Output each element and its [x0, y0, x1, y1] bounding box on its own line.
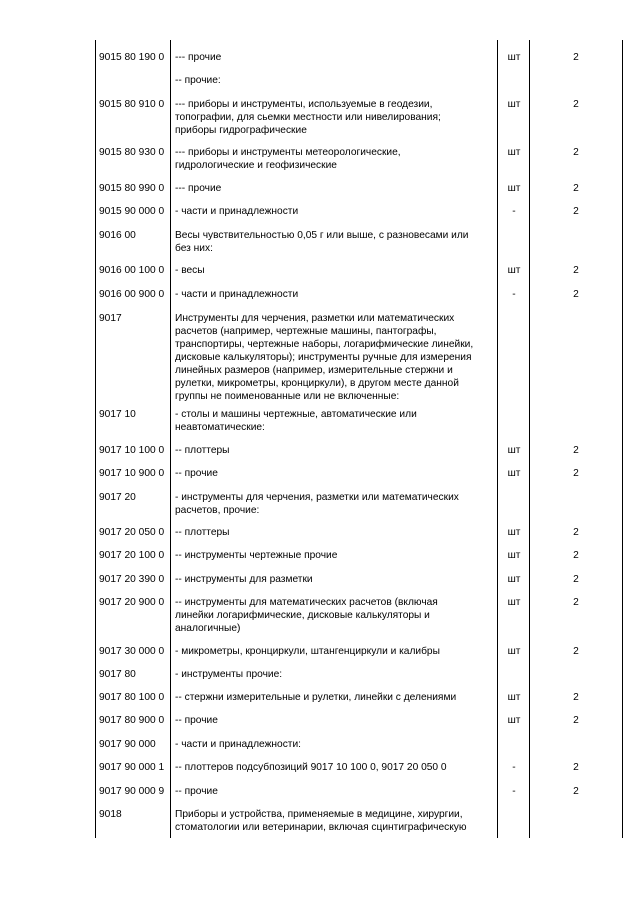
description-cell: -- прочие:	[175, 75, 221, 86]
table-border-right	[622, 40, 623, 838]
code-cell: 9015 90 000 0	[99, 206, 165, 217]
description-cell: -- стержни измерительные и рулетки, линейки с делениями	[175, 692, 457, 703]
quantity-cell: 2	[573, 574, 579, 585]
quantity-cell: 2	[573, 597, 579, 608]
unit-cell: шт	[507, 527, 521, 538]
code-cell: 9016 00 100 0	[99, 265, 165, 276]
code-cell: 9017 20	[99, 492, 136, 503]
table-border-left	[95, 40, 96, 838]
description-cell: --- приборы и инструменты метеорологические, гидрологические и геофизические	[175, 147, 401, 171]
code-cell: 9017 20 050 0	[99, 527, 165, 538]
quantity-cell: 2	[573, 52, 579, 63]
quantity-cell: 2	[573, 206, 579, 217]
code-cell: 9017	[99, 313, 122, 324]
description-cell: - столы и машины чертежные, автоматические или неавтоматические:	[175, 409, 417, 433]
unit-cell: шт	[507, 265, 521, 276]
quantity-cell: 2	[573, 550, 579, 561]
quantity-cell: 2	[573, 715, 579, 726]
description-cell: - инструменты прочие:	[175, 669, 283, 680]
code-cell: 9015 80 930 0	[99, 147, 165, 158]
quantity-cell: 2	[573, 692, 579, 703]
column-divider-description	[497, 40, 498, 838]
description-cell: -- инструменты для разметки	[175, 574, 313, 585]
quantity-cell: 2	[573, 265, 579, 276]
unit-cell: -	[512, 289, 516, 300]
code-cell: 9017 90 000	[99, 739, 156, 750]
code-cell: 9017 90 000 9	[99, 786, 165, 797]
quantity-cell: 2	[573, 646, 579, 657]
description-cell: -- плоттеры	[175, 445, 230, 456]
description-cell: - части и принадлежности	[175, 289, 299, 300]
unit-cell: шт	[507, 183, 521, 194]
code-cell: 9018	[99, 809, 122, 820]
quantity-cell: 2	[573, 445, 579, 456]
code-cell: 9017 30 000 0	[99, 646, 165, 657]
quantity-cell: 2	[573, 147, 579, 158]
description-cell: --- приборы и инструменты, используемые в геодезии, топографии, для сьемки местности или нивелирования; приборы гидрографические	[175, 99, 441, 136]
code-cell: 9017 20 390 0	[99, 574, 165, 585]
code-cell: 9017 80 900 0	[99, 715, 165, 726]
unit-cell: -	[512, 786, 516, 797]
code-cell: 9015 80 910 0	[99, 99, 165, 110]
description-cell: - микрометры, кронциркули, штангенциркули и калибры	[175, 646, 440, 657]
unit-cell: шт	[507, 715, 521, 726]
description-cell: Весы чувствительностью 0,05 г или выше, с разновесами или без них:	[175, 230, 469, 254]
description-cell: -- плоттеров подсубпозиций 9017 10 100 0, 9017 20 050 0	[175, 762, 447, 773]
description-cell: --- прочие	[175, 183, 222, 194]
quantity-cell: 2	[573, 183, 579, 194]
unit-cell: -	[512, 762, 516, 773]
description-cell: - инструменты для черчения, разметки или математических расчетов, прочие:	[175, 492, 459, 516]
quantity-cell: 2	[573, 99, 579, 110]
unit-cell: шт	[507, 692, 521, 703]
quantity-cell: 2	[573, 468, 579, 479]
description-cell: Приборы и устройства, применяемые в медицине, хирургии, стоматологии или ветеринарии, включая сцинтиграфическую	[175, 809, 467, 833]
description-cell: --- прочие	[175, 52, 222, 63]
code-cell: 9017 10 100 0	[99, 445, 165, 456]
unit-cell: шт	[507, 147, 521, 158]
description-cell: -- инструменты чертежные прочие	[175, 550, 338, 561]
code-cell: 9017 20 100 0	[99, 550, 165, 561]
code-cell: 9017 10	[99, 409, 136, 420]
description-cell: - весы	[175, 265, 205, 276]
column-divider-unit	[529, 40, 530, 838]
description-cell: Инструменты для черчения, разметки или математических расчетов (например, чертежные машины, пантографы, транспортиры, чертежные наборы, логарифмические линейки, дисковые калькуляторы); инструменты ручные для измерения линейных размеров (например, измерительные стержни и рулетки, микрометры, кронциркули), в другом месте данной группы не поименованные или не включенные:	[175, 313, 474, 402]
unit-cell: шт	[507, 99, 521, 110]
unit-cell: -	[512, 206, 516, 217]
description-cell: - части и принадлежности:	[175, 739, 301, 750]
code-cell: 9017 90 000 1	[99, 762, 165, 773]
description-cell: -- инструменты для математических расчетов (включая линейки логарифмические, дисковые калькуляторы и аналогичные)	[175, 597, 438, 634]
description-cell: -- прочие	[175, 715, 218, 726]
code-cell: 9015 80 190 0	[99, 52, 165, 63]
code-cell: 9017 20 900 0	[99, 597, 165, 608]
code-cell: 9015 80 990 0	[99, 183, 165, 194]
code-cell: 9016 00 900 0	[99, 289, 165, 300]
description-cell: -- плоттеры	[175, 527, 230, 538]
unit-cell: шт	[507, 597, 521, 608]
unit-cell: шт	[507, 550, 521, 561]
code-cell: 9017 80	[99, 669, 136, 680]
unit-cell: шт	[507, 52, 521, 63]
unit-cell: шт	[507, 646, 521, 657]
code-cell: 9017 80 100 0	[99, 692, 165, 703]
quantity-cell: 2	[573, 762, 579, 773]
quantity-cell: 2	[573, 289, 579, 300]
unit-cell: шт	[507, 468, 521, 479]
description-cell: -- прочие	[175, 468, 218, 479]
description-cell: - части и принадлежности	[175, 206, 299, 217]
code-cell: 9017 10 900 0	[99, 468, 165, 479]
unit-cell: шт	[507, 445, 521, 456]
quantity-cell: 2	[573, 786, 579, 797]
unit-cell: шт	[507, 574, 521, 585]
quantity-cell: 2	[573, 527, 579, 538]
description-cell: -- прочие	[175, 786, 218, 797]
code-cell: 9016 00	[99, 230, 136, 241]
